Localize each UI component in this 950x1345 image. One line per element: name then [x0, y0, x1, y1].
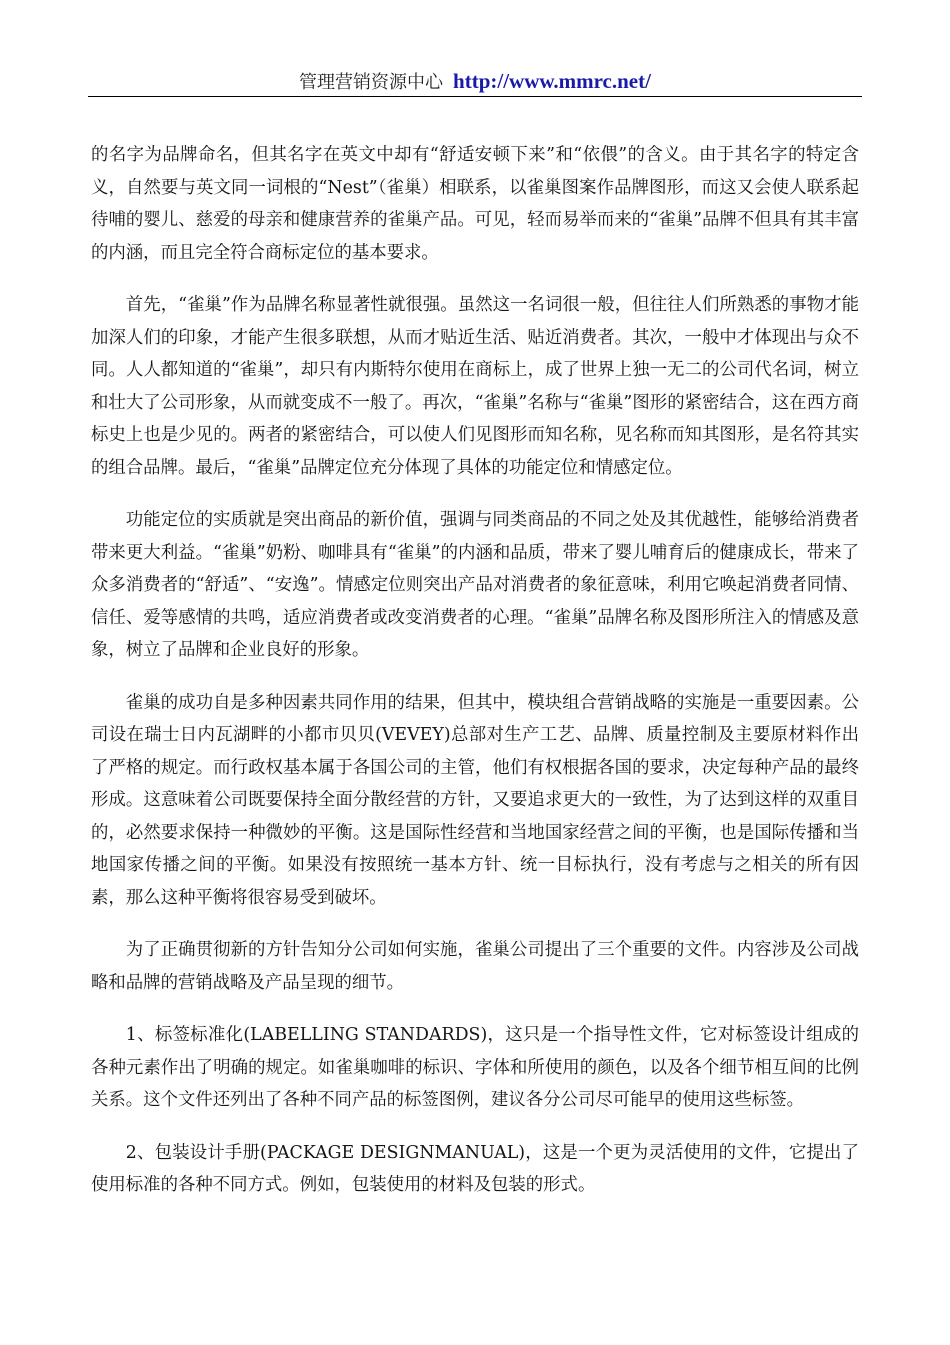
page-header	[88, 66, 862, 97]
paragraph: 雀巢的成功自是多种因素共同作用的结果，但其中，模块组合营销战略的实施是一重要因素。公司设在瑞士日内瓦湖畔的小都市贝贝(VEVEY)总部对生产工艺、品牌、质量控制及主要原材料作出了严格的规定。而行政权基本属于各国公司的主管，他们有权根据各国的要求，决定每种产品的最终形成。这意味着公司既要保持全面分散经营的方针，又要追求更大的一致性，为了达到这样的双重目的，必然要求保持一种微妙的平衡。这是国际性经营和当地国家经营之间的平衡，也是国际传播和当地国家传播之间的平衡。如果没有按照统一基本方针、统一目标执行，没有考虑与之相关的所有因素，那么这种平衡将很容易受到破坏。	[91, 692, 859, 908]
paragraph-list-item: 2、包装设计手册(PACKAGE DESIGNMANUAL)，这是一个更为灵活使用的文件，它提出了使用标准的各种不同方式。例如，包装使用的材料及包装的形式。	[91, 1142, 859, 1195]
paragraph: 功能定位的实质就是突出商品的新价值，强调与同类商品的不同之处及其优越性，能够给消费者带来更大利益。“雀巢”奶粉、咖啡具有“雀巢”的内涵和品质，带来了婴儿哺育后的健康成长，带来了众多消费者的“舒适”、“安逸”。情感定位则突出产品对消费者的象征意味，利用它唤起消费者同情、信任、爱等感情的共鸣，适应消费者或改变消费者的心理。“雀巢”品牌名称及图形所注入的情感及意象，树立了品牌和企业良好的形象。	[91, 510, 859, 660]
header-url-link[interactable]: http://www.mmrc.net/	[453, 69, 651, 93]
paragraph-list-item: 1、标签标准化(LABELLING STANDARDS)，这只是一个指导性文件，它对标签设计组成的各种元素作出了明确的规定。如雀巢咖啡的标识、字体和所使用的颜色，以及各个细节相互间的比例关系。这个文件还列出了各种不同产品的标签图例，建议各分公司尽可能早的使用这些标签。	[91, 1025, 859, 1110]
header-title: 管理营销资源中心	[299, 72, 444, 93]
document-body	[91, 139, 859, 1222]
paragraph: 首先，“雀巢”作为品牌名称显著性就很强。虽然这一名词很一般，但往往人们所熟悉的事物才能加深人们的印象，才能产生很多联想，从而才贴近生活、贴近消费者。其次，一般中才体现出与众不同。人人都知道的“雀巢”，却只有内斯特尔使用在商标上，成了世界上独一无二的公司代名词，树立和壮大了公司形象，从而就变成不一般了。再次，“雀巢”名称与“雀巢”图形的紧密结合，这在西方商标史上也是少见的。两者的紧密结合，可以使人们见图形而知名称，见名称而知其图形，是名符其实的组合品牌。最后，“雀巢”品牌定位充分体现了具体的功能定位和情感定位。	[91, 295, 859, 478]
paragraph: 为了正确贯彻新的方针告知分公司如何实施，雀巢公司提出了三个重要的文件。内容涉及公司战略和品牌的营销战略及产品呈现的细节。	[91, 940, 859, 993]
paragraph-continued: 的名字为品牌命名，但其名字在英文中却有“舒适安顿下来”和“依偎”的含义。由于其名字的特定含义，自然要与英文同一词根的“Nest”（雀巢）相联系，以雀巢图案作品牌图形，而这又会使人联系起待哺的婴儿、慈爱的母亲和健康营养的雀巢产品。可见，轻而易举而来的“雀巢”品牌不但具有其丰富的内涵，而且完全符合商标定位的基本要求。	[91, 145, 859, 263]
